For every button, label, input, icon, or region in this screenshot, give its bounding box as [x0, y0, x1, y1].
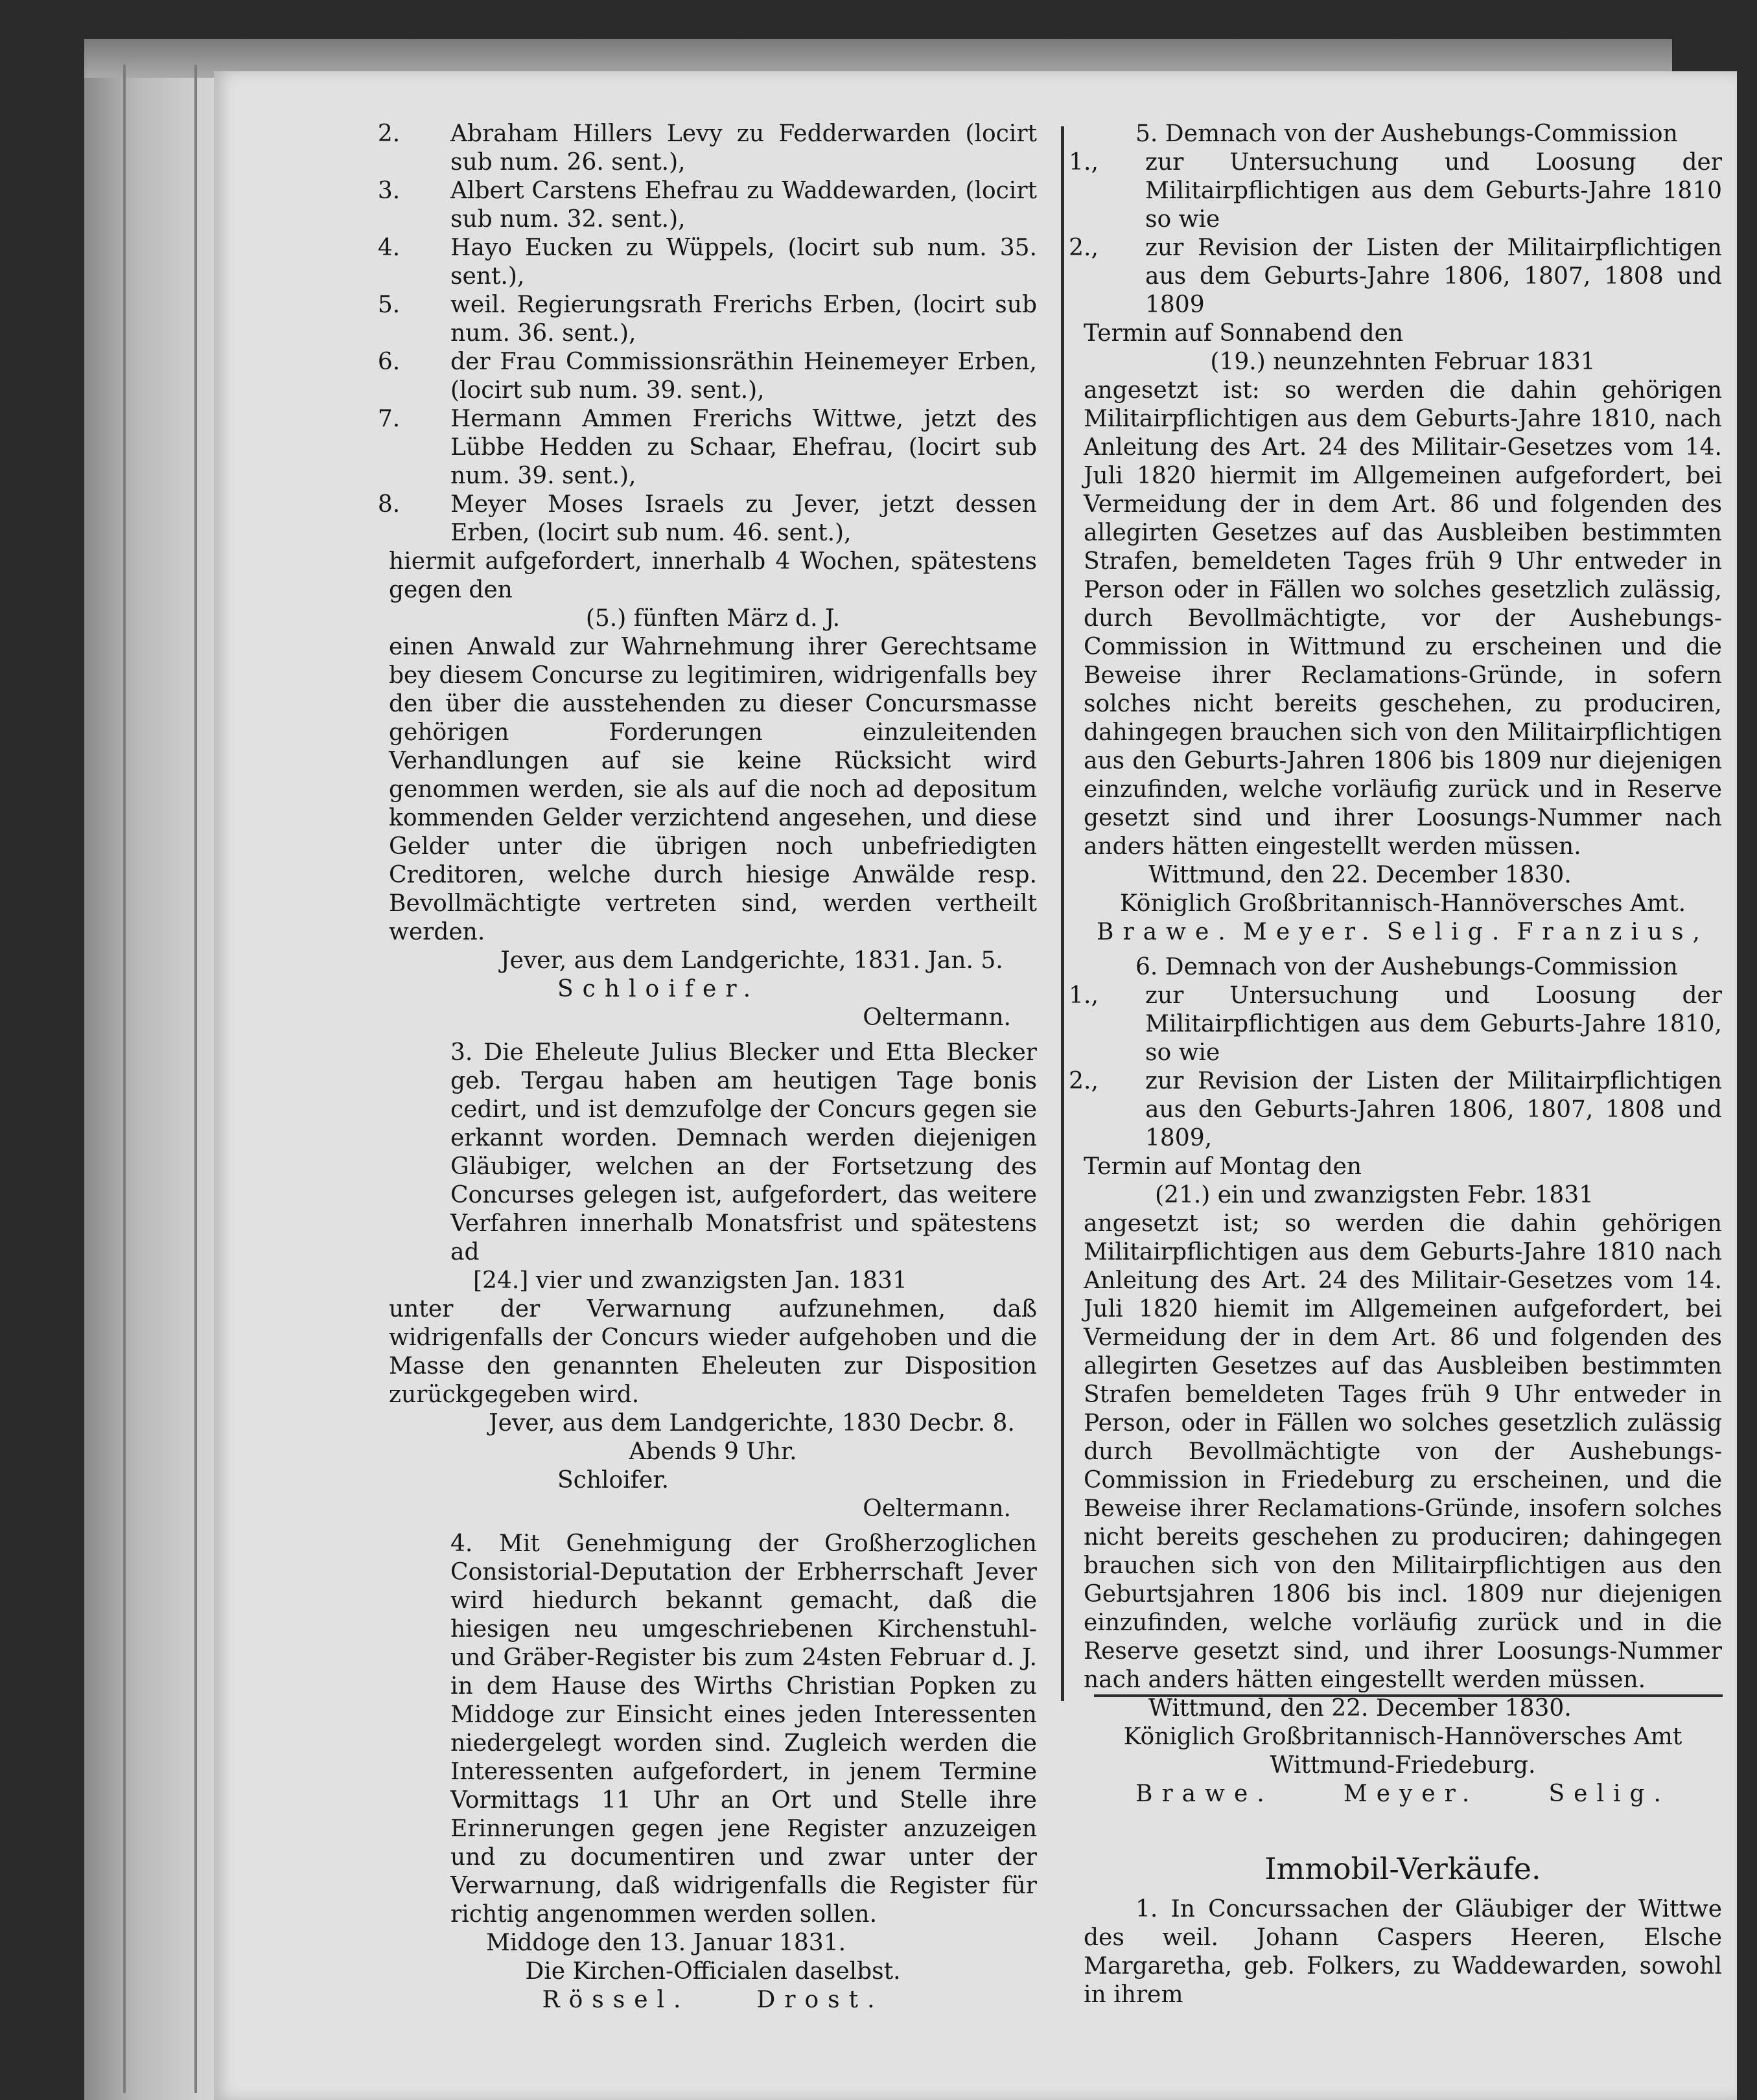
- list-item: [377, 291, 1037, 348]
- list-item: [377, 234, 1037, 291]
- notice-b-body-2: unter der Verwarnung aufzunehmen, daß widrigenfalls der Concurs wieder aufgehoben und die Masse den genannten Eheleuten zur Disposition zurückgegeben wird.: [389, 1296, 1037, 1408]
- list-item-number: 2.,: [1069, 235, 1099, 261]
- list-item: [1069, 234, 1722, 319]
- list-item: [377, 490, 1037, 548]
- notice-c-body: Mit Genehmigung der Großherzoglichen Consistorial-Deputation der Erbherrschaft Jever wird hiedurch bekannt gemacht, daß die hiesigen neu umgeschriebenen Kirchenstuhl- und Gräber-Register bis zum 24sten Februar d. J. in dem Hause des Wirths Christian Popken zu Middoge zur Einsicht eines jeden Interessenten niedergelegt worden sind. Zugleich werden die Interessenten aufgefordert, in jenem Termine Vormittags 11 Uhr an Ort und Stelle ihre Erinnerungen gegen jene Register anzuzeigen und zu documentiren und zwar unter der Verwarnung, daß widrigenfalls die Register für richtig angenommen werden sollen.: [450, 1530, 1037, 1928]
- list-item-text: zur Revision der Listen der Militairpflichtigen aus den Geburts-Jahren 1806, 1807, 1808 und 1809,: [1145, 1068, 1722, 1151]
- signature-name: Meyer.: [1242, 919, 1379, 945]
- list-item-text: weil. Regierungsrath Frerichs Erben, (locirt sub num. 36. sent.),: [450, 292, 1037, 347]
- notice-a-intro: hiermit aufgefordert, innerhalb 4 Wochen, spätestens gegen den: [389, 548, 1037, 603]
- notice-6-place: Wittmund, den 22. December 1830.: [1148, 1695, 1572, 1722]
- list-item: [1069, 982, 1722, 1067]
- notice-6-date: (21.) ein und zwanzigsten Febr. 1831: [1155, 1182, 1594, 1208]
- list-item-number: 2.: [377, 121, 401, 147]
- notice-b-number: 3.: [450, 1039, 473, 1066]
- list-item-number: 1.,: [1069, 982, 1099, 1009]
- page-edge-line: [123, 65, 126, 2093]
- notice-6-heading: 6. Demnach von der Aushebungs-Commission: [1135, 954, 1678, 980]
- notice-b-time: Abends 9 Uhr.: [629, 1438, 797, 1465]
- notice-6-signatures: [1084, 1780, 1722, 1808]
- creditor-list: [377, 120, 1037, 548]
- list-item-text: zur Untersuchung und Loosung der Militairpflichtigen aus dem Geburts-Jahre 1810 so wie: [1145, 149, 1722, 233]
- signature-name: Selig.: [1548, 1781, 1670, 1807]
- list-item-text: Abraham Hillers Levy zu Fedderwarden (locirt sub num. 26. sent.),: [450, 121, 1037, 176]
- notice-5-date: (19.) neunzehnten Februar 1831: [1210, 349, 1596, 375]
- list-item-text: zur Untersuchung und Loosung der Militairpflichtigen aus dem Geburts-Jahre 1810, so wie: [1145, 982, 1722, 1066]
- page-edge-line: [194, 65, 197, 2093]
- notice-a-date: (5.) fünften März d. J.: [585, 605, 841, 632]
- notice-c-number: 4.: [450, 1530, 473, 1557]
- notice-5-place: Wittmund, den 22. December 1830.: [1148, 862, 1572, 888]
- notice-5-heading: 5. Demnach von der Aushebungs-Commission: [1135, 121, 1678, 147]
- signature-name: Brawe.: [1097, 919, 1235, 945]
- notice-a-signature-2: Oeltermann.: [863, 1004, 1011, 1031]
- list-item-number: 8.: [377, 491, 401, 518]
- list-item-number: 5.: [377, 292, 401, 318]
- notice-5-signatures: [1084, 918, 1722, 947]
- list-item-number: 1.,: [1069, 149, 1099, 176]
- notice-c-signature-2: Drost.: [756, 1987, 884, 2013]
- list-item-number: 2.,: [1069, 1068, 1099, 1094]
- signature-name: Meyer.: [1343, 1781, 1479, 1807]
- list-item: [377, 177, 1037, 234]
- notice-5-body: angesetzt ist: so werden die dahin gehörigen Militairpflichtigen aus dem Geburts-Jahre 1810, nach Anleitung des Art. 24 des Militair-Gesetzes vom 14. Juli 1820 hiermit im Allgemeinen aufgefordert, bei Vermeidung der in dem Art. 86 und folgenden des allegirten Gesetzes auf das Ausbleiben bestimmten Strafen, bemeldeten Tages früh 9 Uhr entweder in Person oder in Fällen wo solches gesetzlich zulässig, durch Bevollmächtigte, vor der Aushebungs-Commission in Wittmund zu erscheinen und die Beweise ihrer Reclamations-Gründe, in sofern solches nicht bereits geschehen, zu produciren, dahingegen brauchen sich von den Militairpflichtigen aus den Geburts-Jahren 1806 bis 1809 nur diejenigen einzufinden, welche vorläufig zurück und in Reserve gesetzt sind und ihrer Loosungs-Nummer nach anders hätten eingestellt werden müssen.: [1084, 377, 1722, 860]
- list-item-text: Albert Carstens Ehefrau zu Waddewarden, (locirt sub num. 32. sent.),: [450, 178, 1037, 233]
- list-item-number: 3.: [377, 178, 401, 204]
- sale-notice-1: 1. In Concurssachen der Gläubiger der Wittwe des weil. Johann Caspers Heeren, Elsche Margaretha, geb. Folkers, zu Waddewarden, sowohl in ihrem: [1084, 1896, 1722, 2008]
- list-item-text: der Frau Commissionsräthin Heinemeyer Erben, (locirt sub num. 39. sent.),: [450, 349, 1037, 404]
- notice-5-items: [1069, 148, 1722, 319]
- list-item-text: Meyer Moses Israels zu Jever, jetzt dessen Erben, (locirt sub num. 46. sent.),: [450, 491, 1037, 546]
- column-divider: [1061, 126, 1064, 1701]
- notice-5-termin: Termin auf Sonnabend den: [1084, 320, 1404, 347]
- notice-c-office: Die Kirchen-Officialen daselbst.: [525, 1958, 901, 1985]
- notice-6-office-1: Königlich Großbritannisch-Hannöversches Amt: [1123, 1724, 1682, 1750]
- list-item-number: 6.: [377, 349, 401, 375]
- list-item: [377, 348, 1037, 405]
- list-item-number: 7.: [377, 406, 401, 432]
- notice-b-place: Jever, aus dem Landgerichte, 1830 Decbr. 8.: [489, 1410, 1015, 1437]
- list-item-text: Hermann Ammen Frerichs Wittwe, jetzt des Lübbe Hedden zu Schaar, Ehefrau, (locirt sub num. 39. sent.),: [450, 406, 1037, 489]
- signature-name: Franzius,: [1517, 919, 1709, 945]
- notice-a-signature-1: Schloifer.: [557, 976, 760, 1002]
- list-item: [377, 120, 1037, 177]
- list-item-number: 4.: [377, 235, 401, 261]
- notice-b-signature-2: Oeltermann.: [863, 1495, 1011, 1522]
- notice-c-place: Middoge den 13. Januar 1831.: [486, 1930, 846, 1956]
- section-heading: Immobil-Verkäufe.: [1264, 1851, 1541, 1886]
- notice-5-office: Königlich Großbritannisch-Hannöversches Amt.: [1119, 890, 1686, 917]
- list-item: [377, 405, 1037, 490]
- notice-c-signature-1: Rössel.: [542, 1987, 690, 2013]
- notice-6-termin: Termin auf Montag den: [1084, 1153, 1362, 1180]
- notice-a-body: einen Anwald zur Wahrnehmung ihrer Gerechtsame bey diesem Concurse zu legitimiren, widrigenfalls bey den über die ausstehenden zu dieser Concursmasse gehörigen Forderungen einzuleitenden Verhandlungen auf sie keine Rücksicht wird genommen werden, sie als auf die noch ad depositum kommenden Gelder verzichtend angesehen, und diese Gelder unter die übrigen noch unbefriedigten Creditoren, welche durch hiesige Anwälde resp. Bevollmächtigte vertreten sind, werden vertheilt werden.: [389, 634, 1037, 945]
- notice-6-office-2: Wittmund-Friedeburg.: [1270, 1752, 1536, 1779]
- signature-name: Selig.: [1386, 919, 1509, 945]
- left-column: [377, 120, 1038, 2014]
- right-column: [1069, 120, 1722, 2009]
- notice-b-body: Die Eheleute Julius Blecker und Etta Blecker geb. Tergau haben am heutigen Tage bonis cedirt, und ist demzufolge der Concurs gegen sie erkannt worden. Demnach werden diejenigen Gläubiger, welchen an der Fortsetzung des Concurses gelegen ist, aufgefordert, das weitere Verfahren innerhalb Monatsfrist und spätestens ad: [450, 1039, 1038, 1265]
- list-item-text: zur Revision der Listen der Militairpflichtigen aus dem Geburts-Jahre 1806, 1807, 1808 und 1809: [1145, 235, 1722, 318]
- notice-b-date: [24.] vier und zwanzigsten Jan. 1831: [473, 1267, 907, 1294]
- signature-name: Brawe.: [1135, 1781, 1274, 1807]
- list-item: [1069, 1067, 1722, 1153]
- notice-6-items: [1069, 982, 1722, 1153]
- list-item-text: Hayo Eucken zu Wüppels, (locirt sub num. 35. sent.),: [450, 235, 1037, 290]
- notice-6-body: angesetzt ist; so werden die dahin gehörigen Militairpflichtigen aus dem Geburts-Jahre 1810 nach Anleitung des Art. 24 des Militair-Gesetzes vom 14. Juli 1820 hiemit im Allgemeinen aufgefordert, bei Vermeidung der in dem Art. 86 und folgenden des allegirten Gesetzes auf das Ausbleiben bestimmten Strafen bemeldeten Tages früh 9 Uhr entweder in Person, oder in Fällen wo solches gesetzlich zulässig durch Bevollmächtigte von der Aushebungs-Commission in Friedeburg zu erscheinen, und die Beweise ihrer Reclamations-Gründe, insofern solches nicht bereits geschehen zu produciren; dahingegen brauchen sich von den Militairpflichtigen aus den Geburtsjahren 1806 bis incl. 1809 nur diejenigen einzufinden, welche vorläufig zurück und in die Reserve gesetzt sind, und ihrer Loosungs-Nummer nach anders hätten eingestellt werden müssen.: [1084, 1210, 1722, 1693]
- notice-a-place: Jever, aus dem Landgerichte, 1831. Jan. 5.: [500, 947, 1003, 974]
- list-item: [1069, 148, 1722, 234]
- notice-b-signature-1: Schloifer.: [557, 1467, 669, 1494]
